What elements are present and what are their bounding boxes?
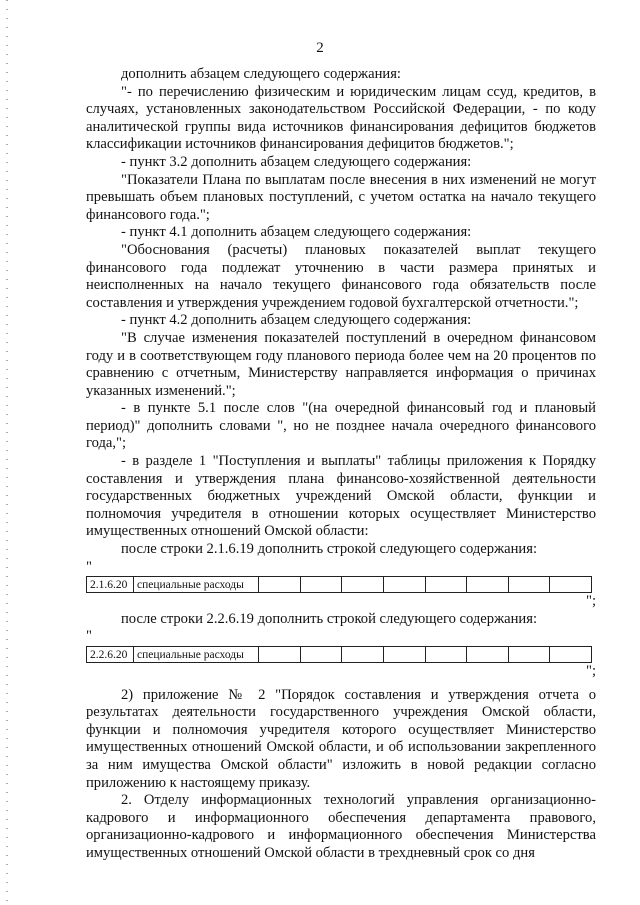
empty-cell <box>550 647 592 663</box>
empty-cell <box>383 577 425 593</box>
paragraph: - в разделе 1 "Поступления и выплаты" таблицы приложения к Порядку составления и утверждения плана финансово-хозяйственной деятельности государственных бюджетных учреждений Омской области, функции и полномочия учредителя в отношении которых осуществляет Министерство имущественных отношений Омской области: <box>86 453 596 540</box>
empty-cell <box>300 577 342 593</box>
paragraph: дополнить абзацем следующего содержания: <box>121 66 401 82</box>
open-quote: " <box>86 628 92 645</box>
paragraph: - в пункте 5.1 после слов "(на очередной финансовый год и плановый период)" дополнить словами ", но не позднее начала очередного финансового года,"; <box>86 400 596 452</box>
row-name: специальные расходы <box>134 647 259 663</box>
row-code: 2.2.6.20 <box>87 647 134 663</box>
paragraph: - пункт 4.2 дополнить абзацем следующего содержания: <box>121 312 472 329</box>
paragraph: "В случае изменения показателей поступлений в очередном финансовом году и в соответствующем году планового периода более чем на 20 процентов по сравнению с отчетным, Министерству направляется информация о причинах указанных изменений."; <box>86 329 596 399</box>
empty-cell <box>508 647 550 663</box>
inserted-row-table-2 <box>86 646 592 663</box>
close-quote: "; <box>585 593 596 610</box>
empty-cell <box>259 647 301 663</box>
table-row <box>87 577 592 593</box>
inserted-row-table-1 <box>86 576 592 593</box>
empty-cell <box>300 647 342 663</box>
empty-cell <box>467 577 509 593</box>
row-name: специальные расходы <box>134 577 259 593</box>
page-number: 2 <box>316 40 324 56</box>
empty-cell <box>508 577 550 593</box>
document-body <box>86 66 596 863</box>
row-code: 2.1.6.20 <box>87 577 134 593</box>
paragraph: после строки 2.2.6.19 дополнить строкой следующего содержания: <box>121 610 538 627</box>
empty-cell <box>259 577 301 593</box>
empty-cell <box>467 647 509 663</box>
paragraph: после строки 2.1.6.19 дополнить строкой следующего содержания: <box>121 541 538 558</box>
paragraph: 2) приложение № 2 "Порядок составления и утверждения отчета о результатах деятельности государственного учреждения Омской области, функции и полномочия учредителя которого осуществляет Министерство имущественных отношений Омской области, и об использовании закрепленного за ним имущества Омской области" изложить в новой редакции согласно приложению к настоящему приказу. <box>86 686 596 791</box>
empty-cell <box>342 577 384 593</box>
paragraph: "Обоснования (расчеты) плановых показателей выплат текущего финансового года подлежат уточнению в части размера принятых и неисполненных на начало текущего финансового года обязательств после составления и утверждения учреждением годовой бухгалтерской отчетности."; <box>86 241 596 311</box>
paragraph: "- по перечислению физическим и юридическим лицам ссуд, кредитов, в случаях, установленных законодательством Российской Федерации, - по коду аналитической группы вида источников финансирования дефицитов бюджетов классификации источников финансирования дефицитов бюджетов."; <box>86 83 596 153</box>
paragraph: "Показатели Плана по выплатам после внесения в них изменений не могут превышать объем плановых поступлений, с учетом остатка на начало текущего финансового года."; <box>86 171 596 223</box>
paragraph: - пункт 4.1 дополнить абзацем следующего содержания: <box>121 224 472 241</box>
empty-cell <box>550 577 592 593</box>
paragraph: 2. Отделу информационных технологий управления организационно-кадрового и информационного обеспечения департамента правового, организационно-кадрового и информационного обеспечения Министерства имущественных отношений Омской области в трехдневный срок со дня <box>86 792 596 861</box>
empty-cell <box>342 647 384 663</box>
empty-cell <box>383 647 425 663</box>
close-quote: "; <box>585 663 596 679</box>
empty-cell <box>425 647 467 663</box>
paragraph: - пункт 3.2 дополнить абзацем следующего содержания: <box>121 153 472 170</box>
scan-edge-dots <box>6 0 8 905</box>
empty-cell <box>425 577 467 593</box>
open-quote: " <box>86 558 92 575</box>
table-row <box>87 647 592 663</box>
